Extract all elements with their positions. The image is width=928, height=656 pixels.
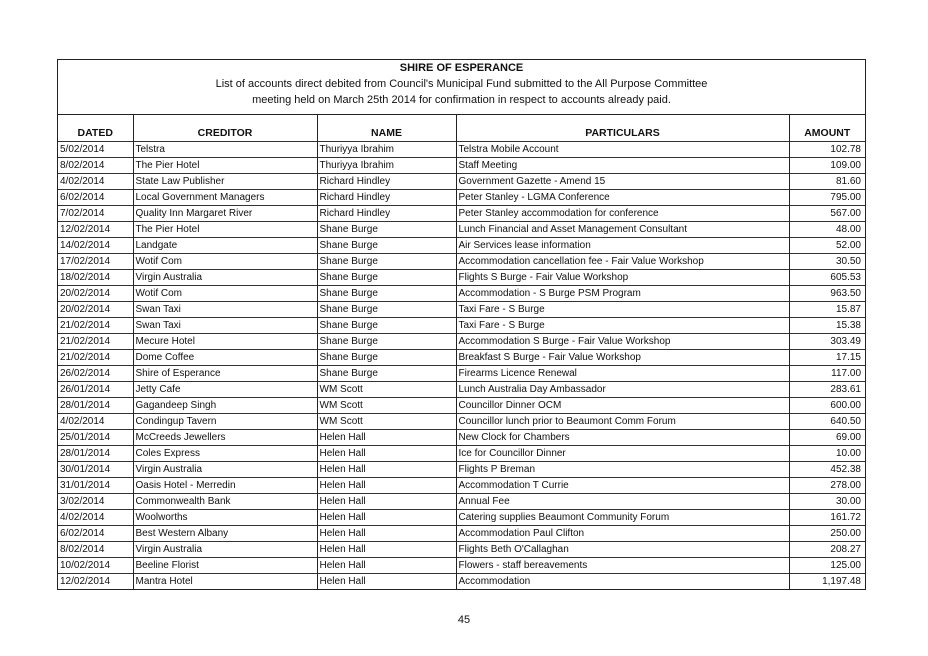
table-row — [58, 286, 865, 302]
cell-dated: 5/02/2014 — [58, 142, 133, 158]
cell-creditor: Wotif Com — [133, 254, 317, 270]
page-number: 45 — [457, 614, 471, 626]
cell-name: WM Scott — [317, 398, 456, 414]
cell-dated: 21/02/2014 — [58, 350, 133, 366]
cell-name: Shane Burge — [317, 222, 456, 238]
cell-dated: 20/02/2014 — [58, 286, 133, 302]
cell-particulars: Telstra Mobile Account — [456, 142, 789, 158]
column-header-creditor: CREDITOR — [133, 115, 317, 142]
header-divider — [58, 108, 865, 115]
table-row — [58, 270, 865, 286]
cell-dated: 26/02/2014 — [58, 366, 133, 382]
cell-dated: 10/02/2014 — [58, 558, 133, 574]
cell-creditor: Gagandeep Singh — [133, 398, 317, 414]
cell-particulars: Ice for Councillor Dinner — [456, 446, 789, 462]
table-row — [58, 302, 865, 318]
report-title: SHIRE OF ESPERANCE — [399, 62, 524, 74]
cell-name: Shane Burge — [317, 318, 456, 334]
table-row — [58, 222, 865, 238]
table-row — [58, 142, 865, 158]
cell-particulars: Peter Stanley - LGMA Conference — [456, 190, 789, 206]
cell-name: Shane Burge — [317, 254, 456, 270]
cell-dated: 18/02/2014 — [58, 270, 133, 286]
table-row — [58, 238, 865, 254]
table-header-row — [58, 115, 865, 142]
table-row — [58, 430, 865, 446]
cell-name: Helen Hall — [317, 558, 456, 574]
cell-dated: 28/01/2014 — [58, 398, 133, 414]
cell-name: Helen Hall — [317, 430, 456, 446]
table-row — [58, 574, 865, 590]
cell-dated: 17/02/2014 — [58, 254, 133, 270]
cell-amount: 52.00 — [789, 238, 865, 254]
cell-amount: 250.00 — [789, 526, 865, 542]
cell-name: Shane Burge — [317, 270, 456, 286]
cell-particulars: Accommodation — [456, 574, 789, 590]
column-header-particulars: PARTICULARS — [456, 115, 789, 142]
cell-amount: 81.60 — [789, 174, 865, 190]
cell-amount: 109.00 — [789, 158, 865, 174]
cell-creditor: Quality Inn Margaret River — [133, 206, 317, 222]
cell-creditor: McCreeds Jewellers — [133, 430, 317, 446]
cell-amount: 15.87 — [789, 302, 865, 318]
cell-name: Helen Hall — [317, 462, 456, 478]
cell-amount: 30.50 — [789, 254, 865, 270]
cell-creditor: Jetty Cafe — [133, 382, 317, 398]
cell-creditor: Mantra Hotel — [133, 574, 317, 590]
cell-particulars: Flights P Breman — [456, 462, 789, 478]
table-row — [58, 174, 865, 190]
cell-creditor: Virgin Australia — [133, 542, 317, 558]
cell-creditor: Woolworths — [133, 510, 317, 526]
cell-particulars: Government Gazette - Amend 15 — [456, 174, 789, 190]
cell-amount: 102.78 — [789, 142, 865, 158]
cell-name: WM Scott — [317, 382, 456, 398]
cell-name: Shane Burge — [317, 238, 456, 254]
cell-name: Thuriyya Ibrahim — [317, 142, 456, 158]
cell-particulars: Flowers - staff bereavements — [456, 558, 789, 574]
table-row — [58, 414, 865, 430]
table-row — [58, 190, 865, 206]
cell-dated: 21/02/2014 — [58, 334, 133, 350]
cell-particulars: Accommodation - S Burge PSM Program — [456, 286, 789, 302]
cell-dated: 26/01/2014 — [58, 382, 133, 398]
accounts-sheet — [57, 59, 866, 590]
cell-creditor: Condingup Tavern — [133, 414, 317, 430]
cell-dated: 31/01/2014 — [58, 478, 133, 494]
cell-amount: 600.00 — [789, 398, 865, 414]
table-row — [58, 510, 865, 526]
cell-creditor: State Law Publisher — [133, 174, 317, 190]
cell-creditor: Landgate — [133, 238, 317, 254]
cell-amount: 10.00 — [789, 446, 865, 462]
cell-creditor: Local Government Managers — [133, 190, 317, 206]
cell-creditor: Mecure Hotel — [133, 334, 317, 350]
table-row — [58, 558, 865, 574]
column-header-dated: DATED — [58, 115, 133, 142]
report-description-line-2: meeting held on March 25th 2014 for confirmation in respect to accounts already paid. — [252, 94, 671, 106]
cell-particulars: Councillor lunch prior to Beaumont Comm Forum — [456, 414, 789, 430]
cell-name: Helen Hall — [317, 494, 456, 510]
cell-creditor: Dome Coffee — [133, 350, 317, 366]
cell-dated: 30/01/2014 — [58, 462, 133, 478]
cell-name: Richard Hindley — [317, 174, 456, 190]
cell-particulars: Peter Stanley accommodation for conference — [456, 206, 789, 222]
table-row — [58, 478, 865, 494]
cell-particulars: Breakfast S Burge - Fair Value Workshop — [456, 350, 789, 366]
cell-particulars: Taxi Fare - S Burge — [456, 318, 789, 334]
table-row — [58, 494, 865, 510]
cell-amount: 15.38 — [789, 318, 865, 334]
report-description-line-1: List of accounts direct debited from Council's Municipal Fund submitted to the All Purpose Committee — [215, 78, 708, 90]
column-header-amount: AMOUNT — [804, 127, 851, 139]
cell-amount: 303.49 — [789, 334, 865, 350]
cell-creditor: Virgin Australia — [133, 270, 317, 286]
cell-dated: 20/02/2014 — [58, 302, 133, 318]
cell-amount: 283.61 — [789, 382, 865, 398]
cell-particulars: Air Services lease information — [456, 238, 789, 254]
cell-amount: 117.00 — [789, 366, 865, 382]
cell-amount: 278.00 — [789, 478, 865, 494]
cell-amount: 567.00 — [789, 206, 865, 222]
cell-particulars: Firearms Licence Renewal — [456, 366, 789, 382]
cell-amount: 795.00 — [789, 190, 865, 206]
cell-name: Shane Burge — [317, 350, 456, 366]
cell-particulars: Lunch Australia Day Ambassador — [456, 382, 789, 398]
cell-creditor: Beeline Florist — [133, 558, 317, 574]
table-row — [58, 366, 865, 382]
cell-particulars: Councillor Dinner OCM — [456, 398, 789, 414]
cell-creditor: Coles Express — [133, 446, 317, 462]
cell-particulars: Accommodation Paul Clifton — [456, 526, 789, 542]
cell-creditor: Telstra — [133, 142, 317, 158]
accounts-table — [58, 115, 865, 590]
table-row — [58, 350, 865, 366]
cell-dated: 28/01/2014 — [58, 446, 133, 462]
cell-dated: 8/02/2014 — [58, 158, 133, 174]
cell-creditor: Commonwealth Bank — [133, 494, 317, 510]
table-row — [58, 158, 865, 174]
cell-name: Shane Burge — [317, 286, 456, 302]
table-row — [58, 318, 865, 334]
cell-creditor: Oasis Hotel - Merredin — [133, 478, 317, 494]
cell-particulars: Accommodation S Burge - Fair Value Workshop — [456, 334, 789, 350]
cell-name: Shane Burge — [317, 334, 456, 350]
cell-particulars: Accommodation cancellation fee - Fair Value Workshop — [456, 254, 789, 270]
table-row — [58, 334, 865, 350]
cell-dated: 21/02/2014 — [58, 318, 133, 334]
table-row — [58, 254, 865, 270]
cell-name: WM Scott — [317, 414, 456, 430]
cell-dated: 4/02/2014 — [58, 414, 133, 430]
cell-particulars: New Clock for Chambers — [456, 430, 789, 446]
cell-particulars: Flights Beth O'Callaghan — [456, 542, 789, 558]
cell-creditor: Wotif Com — [133, 286, 317, 302]
cell-amount: 48.00 — [789, 222, 865, 238]
cell-creditor: Virgin Australia — [133, 462, 317, 478]
cell-particulars: Staff Meeting — [456, 158, 789, 174]
cell-amount: 69.00 — [789, 430, 865, 446]
cell-name: Helen Hall — [317, 574, 456, 590]
cell-particulars: Catering supplies Beaumont Community Forum — [456, 510, 789, 526]
cell-creditor: Best Western Albany — [133, 526, 317, 542]
cell-creditor: The Pier Hotel — [133, 222, 317, 238]
cell-creditor: Shire of Esperance — [133, 366, 317, 382]
cell-amount: 963.50 — [789, 286, 865, 302]
cell-dated: 7/02/2014 — [58, 206, 133, 222]
cell-name: Helen Hall — [317, 542, 456, 558]
cell-particulars: Flights S Burge - Fair Value Workshop — [456, 270, 789, 286]
cell-amount: 17.15 — [789, 350, 865, 366]
table-row — [58, 398, 865, 414]
cell-name: Helen Hall — [317, 526, 456, 542]
table-row — [58, 206, 865, 222]
table-row — [58, 382, 865, 398]
cell-dated: 12/02/2014 — [58, 222, 133, 238]
table-row — [58, 446, 865, 462]
cell-name: Richard Hindley — [317, 190, 456, 206]
cell-amount: 208.27 — [789, 542, 865, 558]
cell-particulars: Taxi Fare - S Burge — [456, 302, 789, 318]
column-header-name: NAME — [317, 115, 456, 142]
cell-creditor: The Pier Hotel — [133, 158, 317, 174]
cell-creditor: Swan Taxi — [133, 318, 317, 334]
cell-dated: 6/02/2014 — [58, 526, 133, 542]
cell-name: Shane Burge — [317, 302, 456, 318]
table-row — [58, 526, 865, 542]
cell-amount: 640.50 — [789, 414, 865, 430]
report-header — [58, 60, 865, 115]
cell-dated: 6/02/2014 — [58, 190, 133, 206]
cell-name: Helen Hall — [317, 446, 456, 462]
cell-creditor: Swan Taxi — [133, 302, 317, 318]
cell-amount: 452.38 — [789, 462, 865, 478]
cell-name: Richard Hindley — [317, 206, 456, 222]
cell-dated: 14/02/2014 — [58, 238, 133, 254]
cell-particulars: Lunch Financial and Asset Management Consultant — [456, 222, 789, 238]
cell-name: Thuriyya Ibrahim — [317, 158, 456, 174]
cell-name: Shane Burge — [317, 366, 456, 382]
cell-particulars: Accommodation T Currie — [456, 478, 789, 494]
cell-amount: 125.00 — [789, 558, 865, 574]
cell-dated: 8/02/2014 — [58, 542, 133, 558]
cell-dated: 4/02/2014 — [58, 174, 133, 190]
table-row — [58, 542, 865, 558]
table-row — [58, 462, 865, 478]
cell-amount: 161.72 — [789, 510, 865, 526]
cell-name: Helen Hall — [317, 478, 456, 494]
cell-name: Helen Hall — [317, 510, 456, 526]
cell-amount: 1,197.48 — [789, 574, 865, 590]
cell-dated: 25/01/2014 — [58, 430, 133, 446]
cell-amount: 605.53 — [789, 270, 865, 286]
cell-dated: 12/02/2014 — [58, 574, 133, 590]
cell-amount: 30.00 — [789, 494, 865, 510]
cell-dated: 4/02/2014 — [58, 510, 133, 526]
cell-dated: 3/02/2014 — [58, 494, 133, 510]
cell-particulars: Annual Fee — [456, 494, 789, 510]
